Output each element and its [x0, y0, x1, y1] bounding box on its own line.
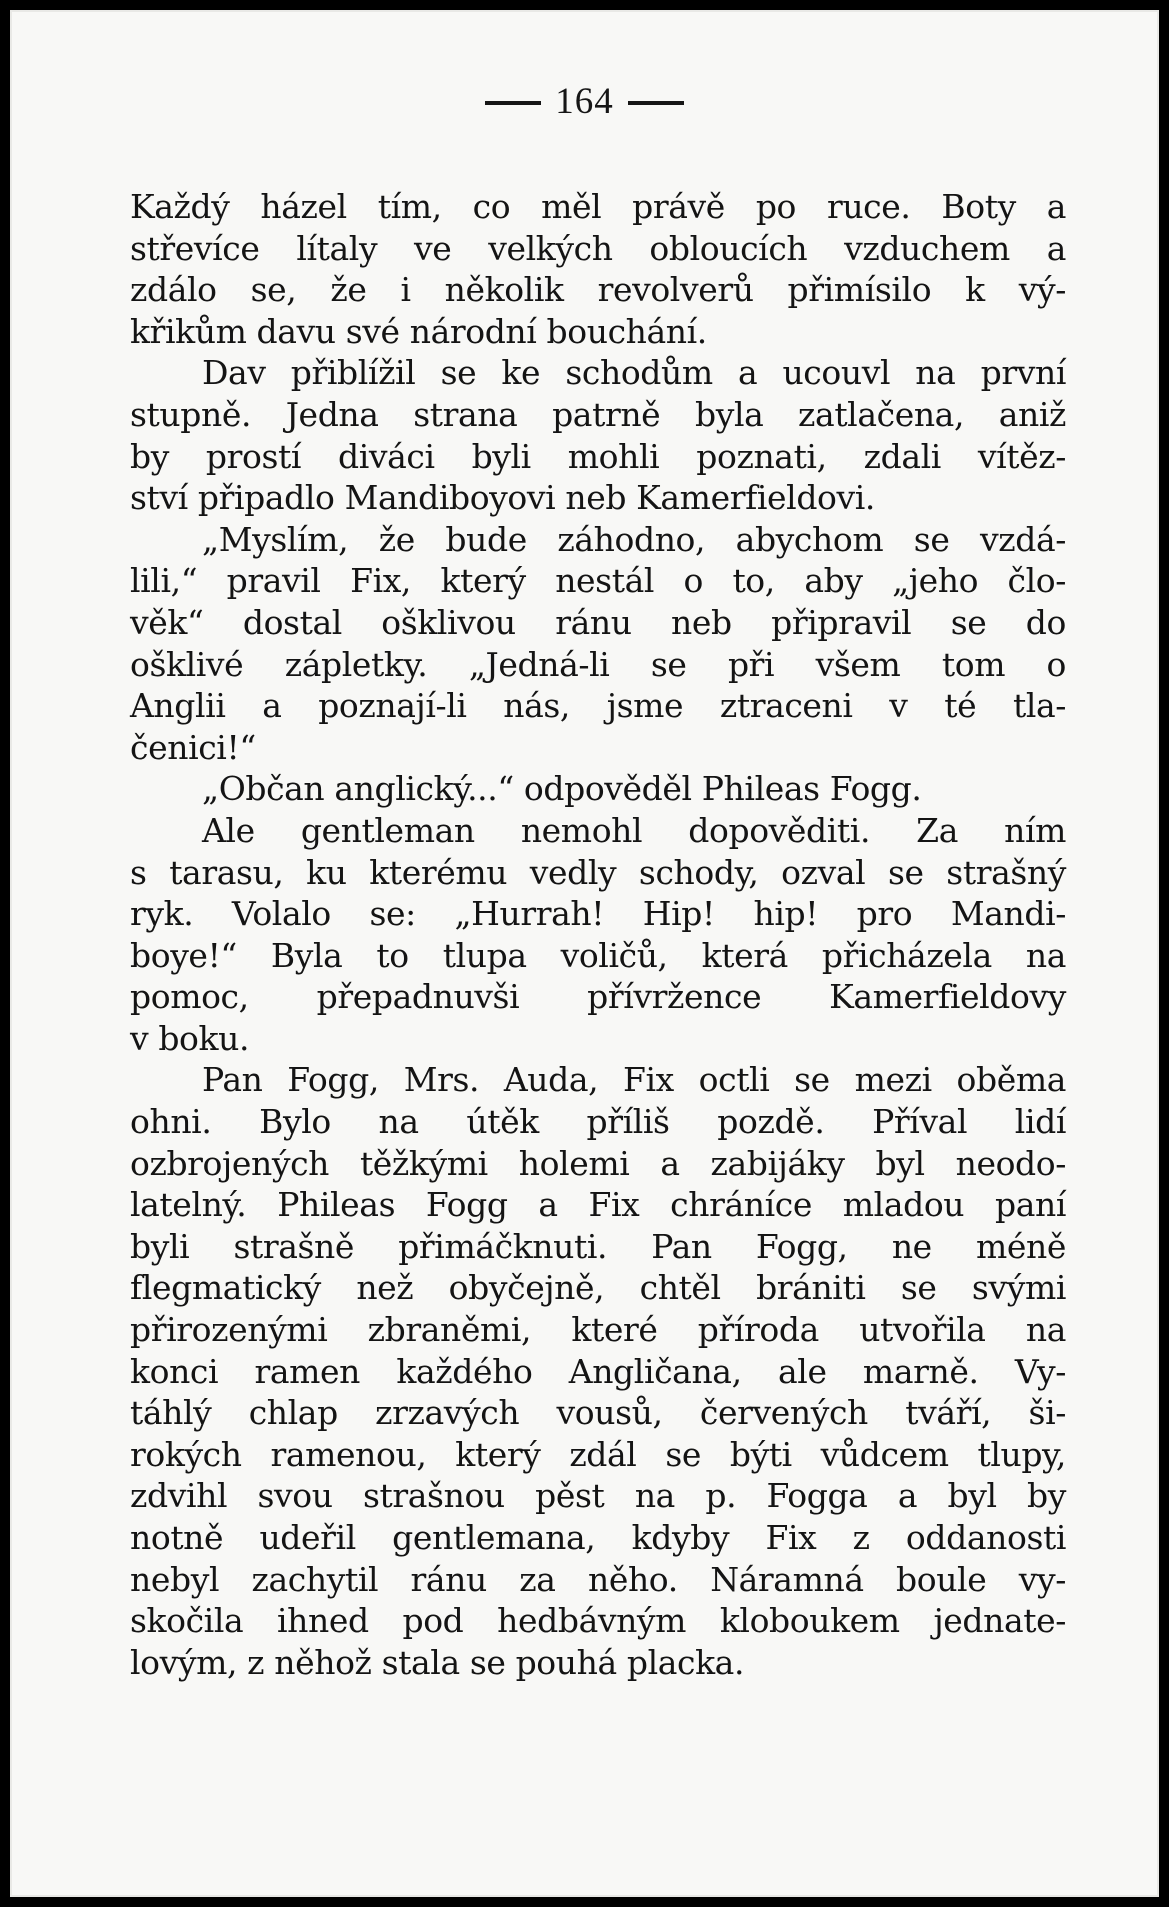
page-number-header — [10, 80, 1159, 123]
text-line: přirozenými zbraněmi, které příroda utvořila na — [130, 1310, 1066, 1350]
text-line: byli strašně přimáčknuti. Pan Fogg, ne méně — [130, 1226, 1066, 1266]
text-line: věk“ dostal ošklivou ránu neb připravil se do — [130, 602, 1066, 642]
book-page — [10, 10, 1159, 1897]
text-line: stupně. Jedna strana patrně byla zatlačena, aniž — [130, 394, 1066, 434]
text-line: čenici!“ — [130, 727, 256, 767]
text-line: křikům davu své národní bouchání. — [130, 311, 707, 351]
text-line: táhlý chlap zrzavých vousů, červených tváří, ši- — [130, 1393, 1066, 1433]
text-line: pomoc, přepadnuvši přívržence Kamerfieldovy — [130, 977, 1066, 1017]
text-line: nebyl zachytil ránu za něho. Náramná boule vy- — [130, 1559, 1066, 1599]
text-line: ství připadlo Mandiboyovi neb Kamerfieldovi. — [130, 478, 876, 518]
body-text — [130, 186, 1066, 1683]
text-line: notně udeřil gentlemana, kdyby Fix z oddanosti — [130, 1518, 1066, 1557]
text-line: v boku. — [130, 1018, 250, 1058]
text-line: latelný. Phileas Fogg a Fix chráníce mladou paní — [130, 1185, 1066, 1225]
text-line: „Občan anglický...“ odpověděl Phileas Fogg. — [202, 769, 922, 809]
page-number-dash-right — [628, 101, 684, 105]
text-line: flegmatický než obyčejně, chtěl brániti se svými — [130, 1268, 1066, 1308]
text-line: zdálo se, že i několik revolverů přimísilo k vý- — [130, 270, 1066, 310]
text-line: ohni. Bylo na útěk příliš pozdě. Příval lidí — [130, 1102, 1066, 1142]
page-number: 164 — [555, 81, 614, 122]
text-line: rokých ramenou, který zdál se býti vůdcem tlupy, — [130, 1434, 1066, 1474]
text-line: boye!“ Byla to tlupa voličů, která přicházela na — [130, 935, 1066, 975]
text-line: „Myslím, že bude záhodno, abychom se vzdá- — [202, 519, 1066, 559]
text-line: s tarasu, ku kterému vedly schody, ozval se strašný — [130, 852, 1066, 892]
text-line: lovým, z něhož stala se pouhá placka. — [130, 1642, 745, 1682]
text-line: skočila ihned pod hedbávným kloboukem jednate- — [130, 1601, 1066, 1641]
text-line: Každý házel tím, co měl právě po ruce. Boty a — [130, 187, 1066, 226]
text-line: konci ramen každého Angličana, ale marně. Vy- — [130, 1351, 1066, 1391]
text-line: lili,“ pravil Fix, který nestál o to, aby „jeho člo- — [130, 561, 1066, 601]
text-line: zdvihl svou strašnou pěst na p. Fogga a byl by — [130, 1476, 1066, 1516]
text-line: ozbrojených těžkými holemi a zabijáky byl neodo- — [130, 1143, 1066, 1183]
text-line: Pan Fogg, Mrs. Auda, Fix octli se mezi oběma — [202, 1060, 1066, 1100]
text-line: Anglii a poznají-li nás, jsme ztraceni v té tla- — [130, 686, 1066, 726]
text-line: ryk. Volalo se: „Hurrah! Hip! hip! pro Mandi- — [130, 894, 1066, 934]
text-line: střevíce lítaly ve velkých obloucích vzduchem a — [130, 228, 1066, 268]
text-line: by prostí diváci byli mohli poznati, zdali vítěz- — [130, 436, 1066, 476]
text-line: Dav přiblížil se ke schodům a ucouvl na první — [202, 353, 1066, 393]
text-line: Ale gentleman nemohl dopověditi. Za ním — [202, 810, 1066, 850]
page-number-dash-left — [485, 101, 541, 105]
text-line: ošklivé zápletky. „Jedná-li se při všem tom o — [130, 644, 1066, 684]
